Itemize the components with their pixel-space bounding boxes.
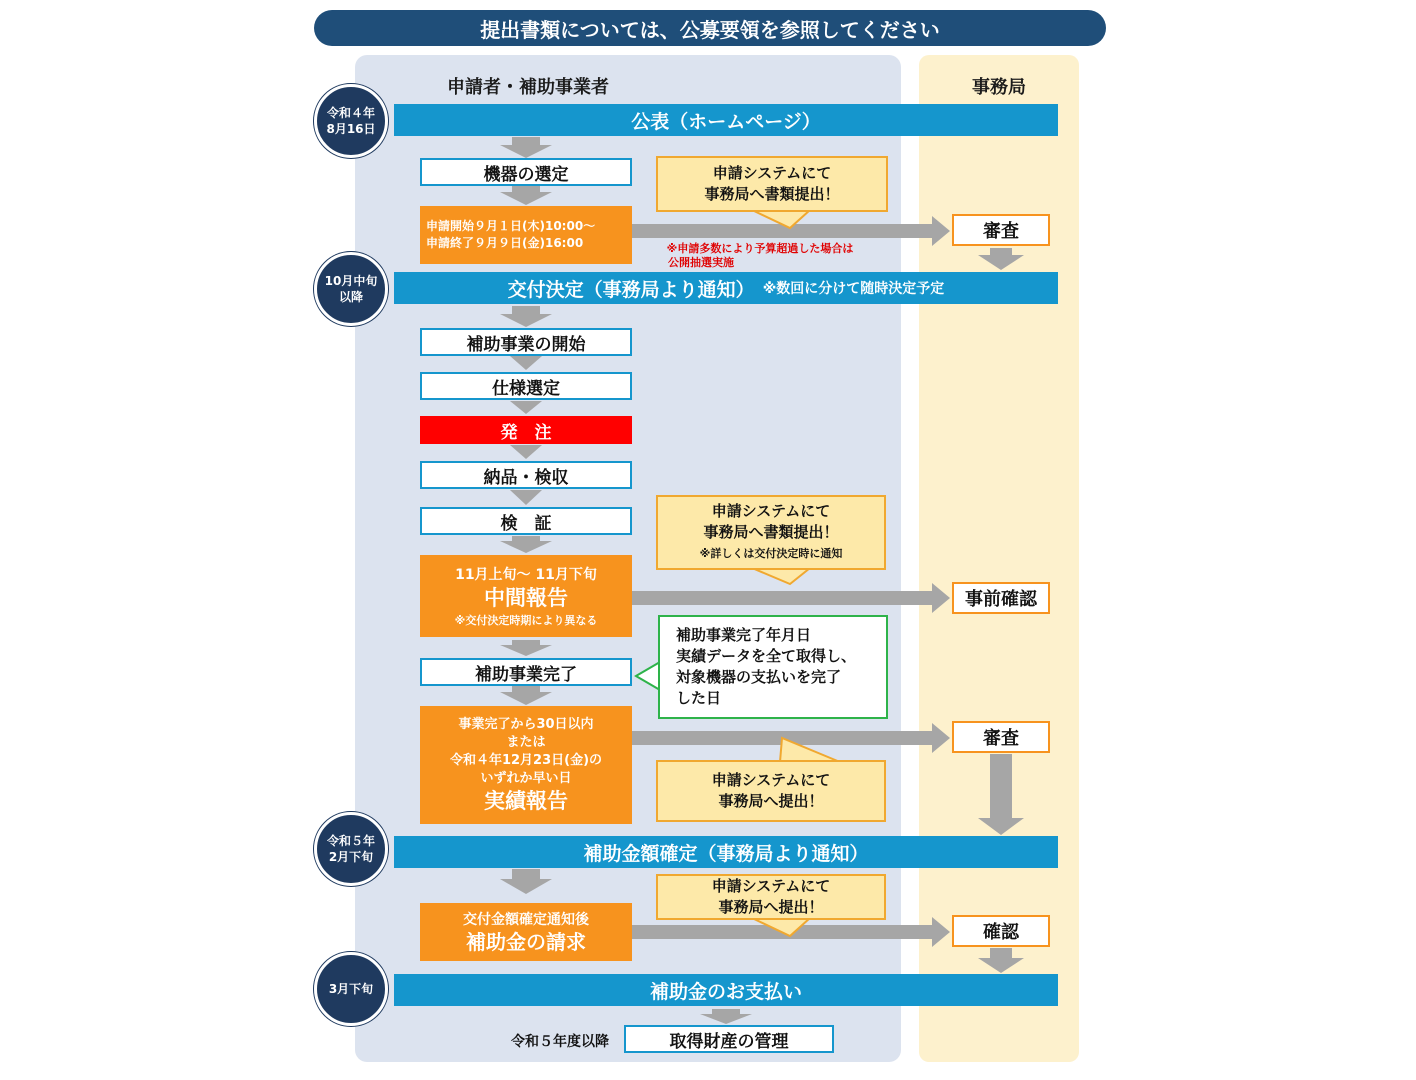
office-lane-header: 事務局	[972, 77, 1026, 98]
callout-line: ※詳しくは交付決定時に通知	[699, 547, 843, 560]
step-project-complete: 補助事業完了	[420, 658, 632, 686]
callout-line: 申請システムにて	[711, 502, 831, 520]
interim-period: 11月上旬～ 11月下旬	[455, 567, 597, 583]
interim-note: ※交付決定時期により異なる	[454, 614, 598, 627]
lottery-note	[648, 241, 872, 271]
office-review-2: 審査	[952, 721, 1050, 753]
payment-text: 補助金のお支払い	[649, 980, 802, 1003]
interim-title: 中間報告	[484, 586, 568, 610]
note-line: ※申請多数により予算超過した場合は	[666, 242, 854, 255]
actual-line: いずれか早い日	[480, 771, 572, 786]
callout-submit-1	[656, 156, 888, 212]
claim-line: 交付金額確定通知後	[463, 912, 589, 928]
callout-submit-2	[656, 495, 886, 570]
actual-line: 令和４年12月23日(金)の	[449, 753, 603, 768]
step-order: 発 注	[420, 416, 632, 444]
grant-decision-note: ※数回に分けて随時決定予定	[762, 281, 945, 297]
date-line: 8月16日	[326, 122, 376, 136]
announce-text: 公表（ホームページ）	[631, 110, 821, 133]
callout-completion-definition	[658, 615, 888, 719]
applicant-lane-header: 申請者・補助事業者	[447, 77, 609, 98]
grant-decision-text: 交付決定（事務局より通知）	[507, 278, 755, 301]
callout-submit-4	[656, 874, 886, 920]
callout-line: 対象機器の支払いを完了	[676, 668, 842, 686]
step-select-equipment: 機器の選定	[420, 158, 632, 186]
callout-line: 補助事業完了年月日	[676, 626, 812, 644]
date-line: 以降	[338, 290, 363, 304]
actual-title: 実績報告	[484, 789, 568, 813]
date-line: 令和５年	[326, 834, 375, 848]
callout-line: 申請システムにて	[712, 164, 832, 182]
callout-submit-3	[656, 760, 886, 822]
apply-end: 申請終了９月９日(金)16:00	[426, 236, 584, 250]
actual-line: または	[506, 735, 546, 750]
note-line: 公開抽選実施	[668, 256, 734, 269]
callout-line: 申請システムにて	[711, 771, 831, 789]
apply-start: 申請開始９月１日(木)10:00～	[426, 219, 596, 233]
callout-line: 事務局へ書類提出！	[704, 185, 840, 203]
callout-line: 事務局へ書類提出！	[703, 523, 839, 541]
instruction-banner: 提出書類については、公募要領を参照してください	[314, 10, 1106, 46]
date-line: 令和４年	[326, 106, 375, 120]
office-pre-check: 事前確認	[952, 582, 1050, 614]
callout-line: 実績データを全て取得し、	[676, 647, 857, 665]
step-verify: 検 証	[420, 507, 632, 535]
callout-line: 事務局へ提出！	[718, 898, 824, 916]
step-asset-management: 取得財産の管理	[624, 1025, 834, 1053]
callout-line: 事務局へ提出！	[718, 792, 824, 810]
office-confirm: 確認	[952, 915, 1050, 947]
callout-line: した日	[676, 689, 722, 707]
date-line: 10月中旬	[324, 274, 378, 288]
after-fy-label: 令和５年度以降	[511, 1034, 609, 1050]
step-spec-select: 仕様選定	[420, 372, 632, 400]
date-line: 3月下旬	[328, 982, 374, 996]
actual-line: 事業完了から30日以内	[458, 717, 594, 732]
step-project-start: 補助事業の開始	[420, 328, 632, 356]
date-line: 2月下旬	[328, 850, 374, 864]
amount-confirm-text: 補助金額確定（事務局より通知）	[583, 842, 869, 865]
claim-title: 補助金の請求	[466, 930, 586, 954]
office-review-1: 審査	[952, 214, 1050, 246]
step-delivery: 納品・検収	[420, 461, 632, 489]
callout-line: 申請システムにて	[711, 877, 831, 895]
